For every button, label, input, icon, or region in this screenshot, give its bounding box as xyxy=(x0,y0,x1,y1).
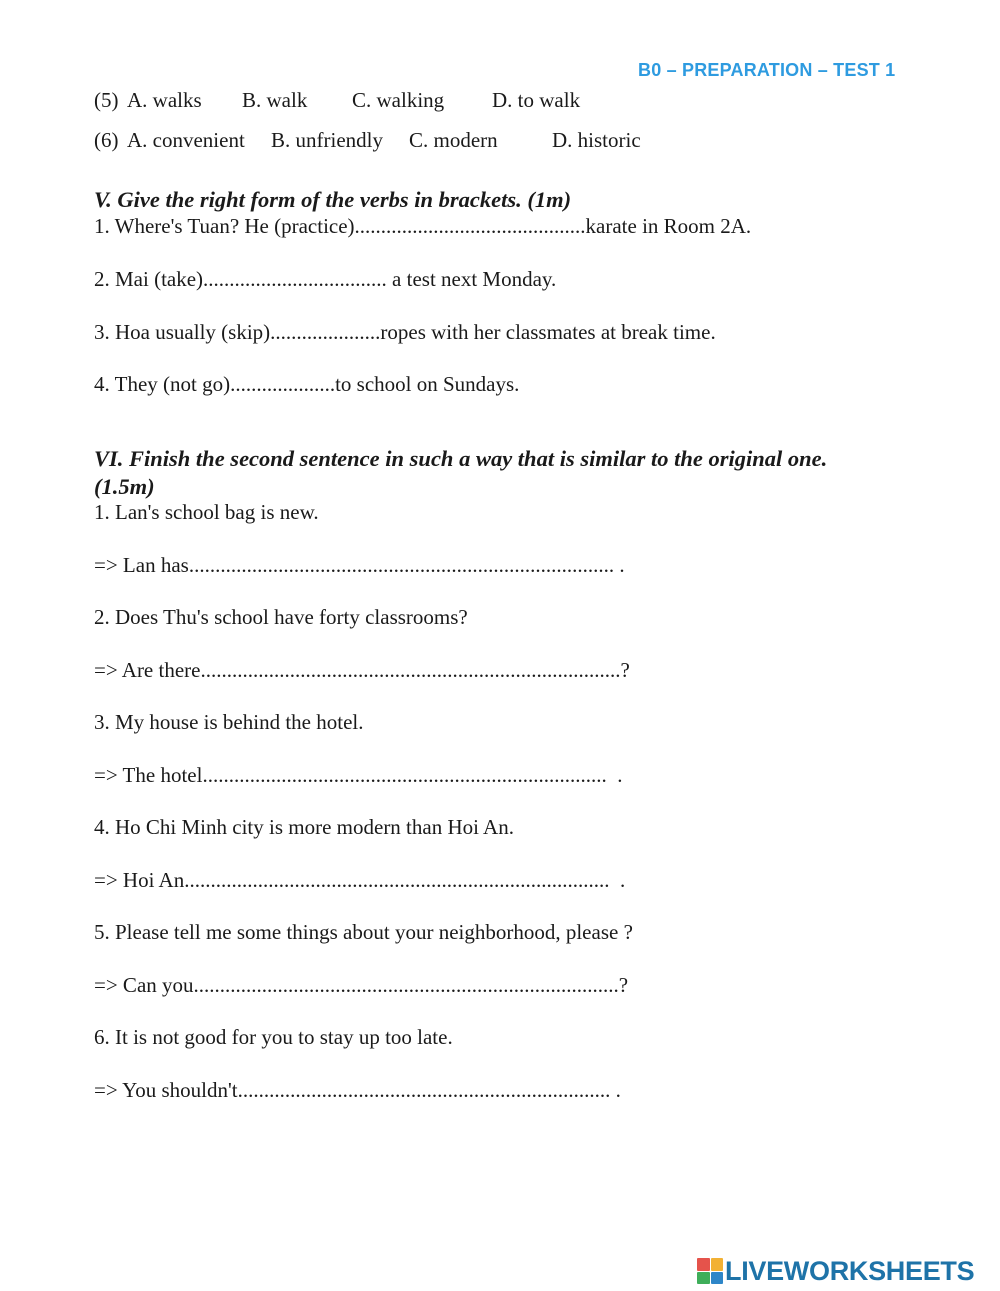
option-c: C. walking xyxy=(352,88,445,112)
answer-line: => Can you.................................................................................? xyxy=(94,973,629,997)
question-text: 4. Ho Chi Minh city is more modern than Hoi An. xyxy=(94,815,514,839)
option-d: D. historic xyxy=(552,128,641,152)
option-c: C. modern xyxy=(409,128,498,152)
question-text: 1. Lan's school bag is new. xyxy=(94,500,319,524)
question-text: 5. Please tell me some things about your neighborhood, please ? xyxy=(94,920,633,944)
answer-line: => You shouldn't....................................................................... . xyxy=(94,1078,621,1102)
question-text: 3. My house is behind the hotel. xyxy=(94,710,364,734)
option-a: A. convenient xyxy=(127,128,245,152)
section-5-item: 3. Hoa usually (skip).....................ropes with her classmates at break time. xyxy=(94,320,716,344)
logo-icon xyxy=(697,1258,723,1284)
answer-line: => Are there................................................................................? xyxy=(94,658,630,682)
section-5-item: 4. They (not go)....................to school on Sundays. xyxy=(94,372,520,396)
logo-square xyxy=(697,1258,710,1271)
liveworksheets-logo xyxy=(697,1256,974,1286)
option-number: (5) xyxy=(94,88,119,112)
logo-text: LIVEWORKSHEETS xyxy=(725,1255,975,1286)
answer-line: => Hoi An................................................................................. . xyxy=(94,868,626,892)
option-d: D. to walk xyxy=(492,88,581,112)
answer-line: => Lan has................................................................................. . xyxy=(94,553,625,577)
option-a: A. walks xyxy=(127,88,202,112)
logo-square xyxy=(697,1272,710,1285)
section-5-item: 2. Mai (take)................................... a test next Monday. xyxy=(94,267,557,291)
logo-square xyxy=(711,1272,724,1285)
section-6-heading: VI. Finish the second sentence in such a way that is similar to the original one. xyxy=(94,446,828,471)
section-5-item: 1. Where's Tuan? He (practice)............................................karate in Room 2A. xyxy=(94,214,752,238)
section-6-heading-points: (1.5m) xyxy=(94,474,155,499)
answer-line: => The hotel............................................................................. . xyxy=(94,763,623,787)
option-number: (6) xyxy=(94,128,119,152)
question-text: 2. Does Thu's school have forty classrooms? xyxy=(94,605,468,629)
logo-square xyxy=(711,1258,724,1271)
option-b: B. walk xyxy=(242,88,308,112)
option-b: B. unfriendly xyxy=(271,128,383,152)
page-title: B0 – PREPARATION – TEST 1 xyxy=(638,60,896,80)
question-text: 6. It is not good for you to stay up too late. xyxy=(94,1025,453,1049)
section-5-heading: V. Give the right form of the verbs in brackets. (1m) xyxy=(94,187,572,212)
